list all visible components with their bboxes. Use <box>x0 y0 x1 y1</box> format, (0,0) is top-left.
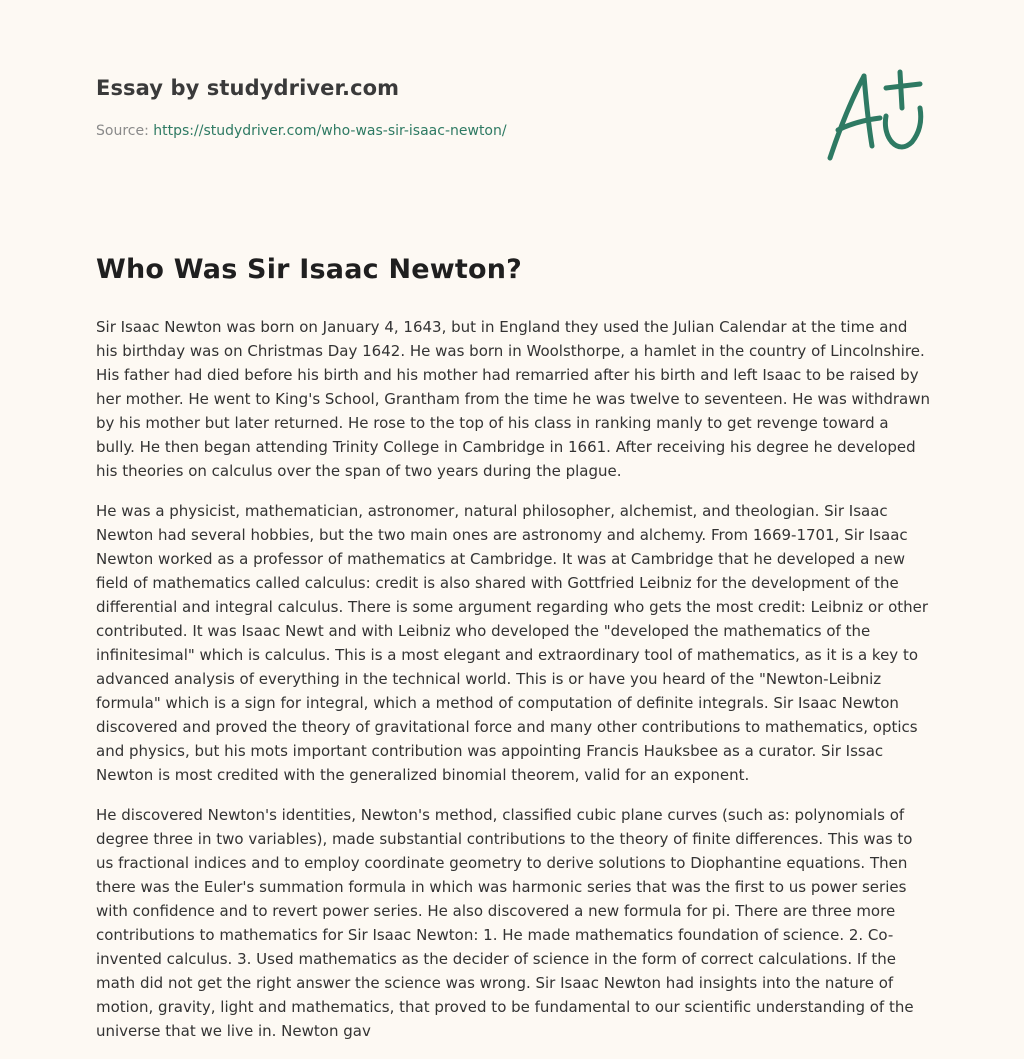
essay-title: Who Was Sir Isaac Newton? <box>96 254 523 285</box>
a-plus-logo-icon <box>820 64 930 164</box>
source-line <box>96 123 776 139</box>
essay-header <box>96 76 776 139</box>
brand-title: Essay by studydriver.com <box>96 76 400 100</box>
essay-paragraph: He was a physicist, mathematician, astronomer, natural philosopher, alchemist, and theologian. Sir Isaac Newton had several hobbies, but the two main ones are astronomy and alchemy. From 1669-1701, Sir Isaac Newton worked as a professor of mathematics at Cambridge. It was at Cambridge that he developed a new field of mathematics called calculus: credit is also shared with Gottfried Leibniz for the development of the differential and integral calculus. There is some argument regarding who gets the most credit: Leibniz or other contributed. It was Isaac Newt and with Leibniz who developed the "developed the mathematics of the infinitesimal" which is calculus. This is a most elegant and extraordinary tool of mathematics, as it is a key to advanced analysis of everything in the technical world. This is or have you heard of the "Newton-Leibniz formula" which is a sign for integral, which a method of computation of definite integrals. Sir Isaac Newton discovered and proved the theory of gravitational force and many other contributions to mathematics, optics and physics, but his mots important contribution was appointing Francis Hauksbee as a curator. Sir Issac Newton is most credited with the generalized binomial theorem, valid for an exponent. <box>96 502 929 784</box>
source-link[interactable]: https://studydriver.com/who-was-sir-isaac-newton/ <box>153 123 507 139</box>
essay-paragraph: Sir Isaac Newton was born on January 4, 1643, but in England they used the Julian Calendar at the time and his birthday was on Christmas Day 1642. He was born in Woolsthorpe, a hamlet in the country of Lincolnshire. His father had died before his birth and his mother had remarried after his birth and left Isaac to be raised by her mother. He went to King's School, Grantham from the time he was twelve to seventeen. He was withdrawn by his mother but later returned. He rose to the top of his class in ranking manly to get revenge toward a bully. He then began attending Trinity College in Cambridge in 1661. After receiving his degree he developed his theories on calculus over the span of two years during the plague. <box>96 318 931 480</box>
essay-paragraph: He discovered Newton's identities, Newton's method, classified cubic plane curves (such as: polynomials of degree three in two variables), made substantial contributions to the theory of finite differences. This was to us fractional indices and to employ coordinate geometry to derive solutions to Diophantine equations. Then there was the Euler's summation formula in which was harmonic series that was the first to us power series with confidence and to revert power series. He also discovered a new formula for pi. There are three more contributions to mathematics for Sir Isaac Newton: 1. He made mathematics foundation of science. 2. Co-invented calculus. 3. Used mathematics as the decider of science in the form of correct calculations. If the math did not get the right answer the science was wrong. Sir Isaac Newton had insights into the nature of motion, gravity, light and mathematics, that proved to be fundamental to our scientific understanding of the universe that we live in. Newton gav <box>96 806 914 1040</box>
essay-body <box>96 315 932 1059</box>
source-label: Source: <box>96 123 154 139</box>
